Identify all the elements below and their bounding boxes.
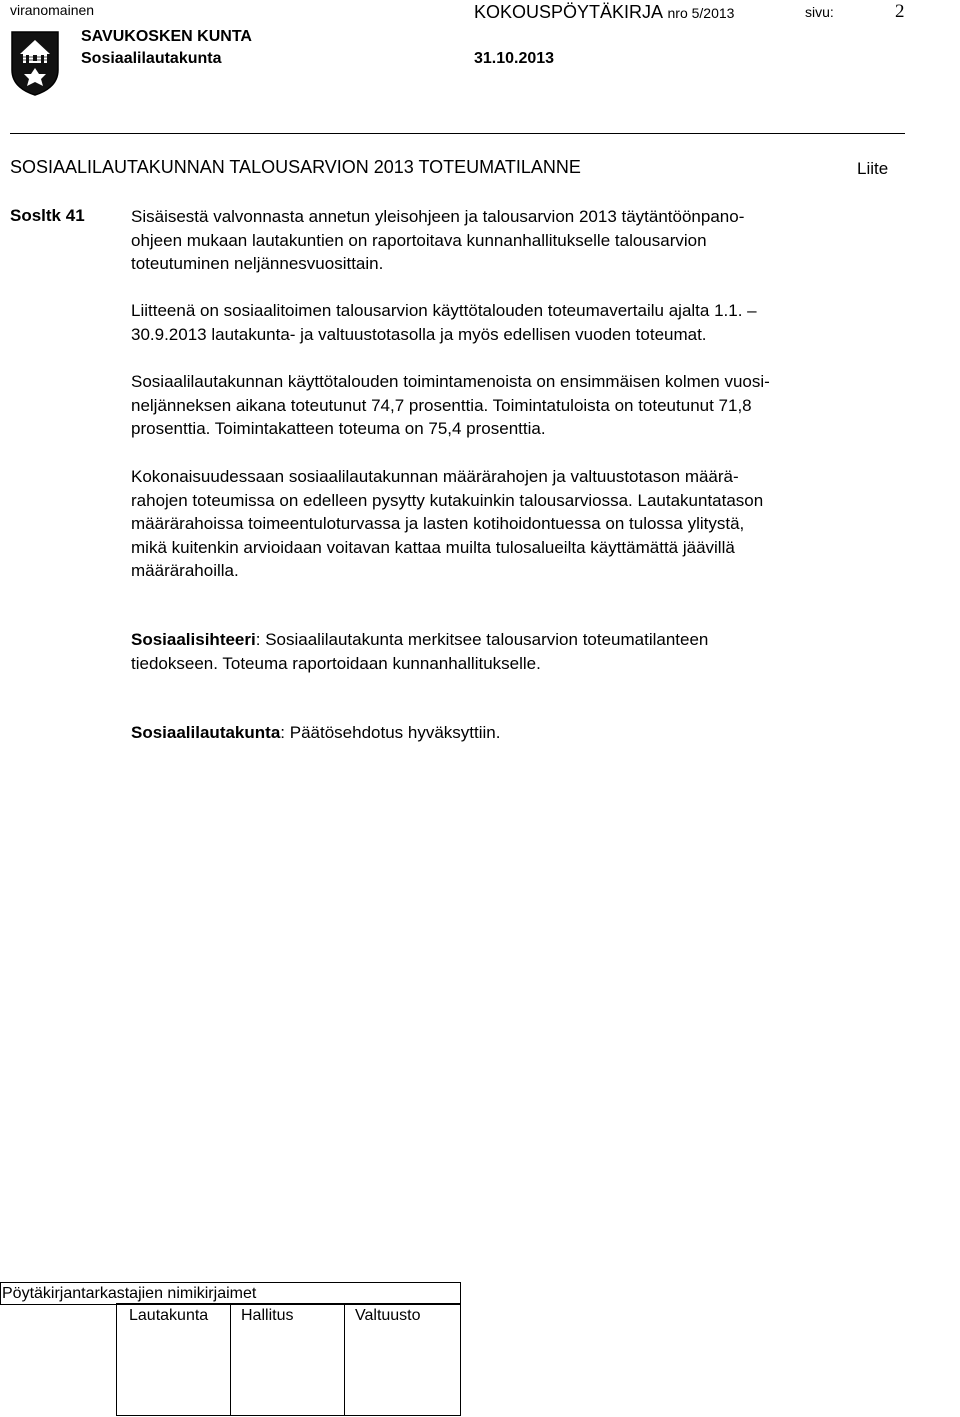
paragraph-line: Sisäisestä valvonnasta annetun yleisohjeen ja talousarvion 2013 täytäntöönpano- [131,207,745,226]
signature-column-label: Hallitus [241,1307,294,1324]
doc-type-label: viranomainen [10,2,95,18]
attachment-label: Liite [857,159,889,178]
proposal: Sosiaalisihteeri: Sosiaalilautakunta merkitsee talousarvion toteumatilanteen tiedokseen. Toteuma raportoidaan kunnanhallitukselle. [131,628,901,675]
organization-name: SAVUKOSKEN KUNTA [81,28,252,45]
paragraph-line: Liitteenä on sosiaalitoimen talousarvion käyttötalouden toteumavertailu ajalta 1.1. – [131,301,757,320]
signature-title: Pöytäkirjantarkastajien nimikirjaimet [2,1285,257,1302]
paragraph-3 [131,370,901,441]
meeting-date: 31.10.2013 [474,50,555,67]
decision-text: Päätösehdotus hyväksyttiin. [289,723,501,742]
paragraph-line: Kokonaisuudessaan sosiaalilautakunnan määrärahojen ja valtuustotason määrä- [131,467,739,486]
paragraph-line: toteutuminen neljännesvuosittain. [131,254,384,273]
paragraph-2 [131,299,901,346]
signature-title-box [0,1282,461,1305]
proposal-label: Sosiaalisihteeri [131,630,256,649]
paragraph-line: prosenttia. Toimintakatteen toteuma on 75,4 prosenttia. [131,419,546,438]
paragraph-line: 30.9.2013 lautakunta- ja valtuustotasolla ja myös edellisen vuoden toteumat. [131,324,707,344]
paragraph-line: mikä kuitenkin arvioidaan voitavan kattaa muilta tulosalueilta käyttämättä jäävillä [131,537,735,557]
paragraph-line: määrärahoilla. [131,561,239,580]
board-name: Sosiaalilautakunta [81,50,222,67]
protocol-number: nro 5/2013 [667,5,735,21]
decision: Sosiaalilautakunta: Päätösehdotus hyväksyttiin. [131,723,501,742]
paragraph-line: Sosiaalilautakunnan käyttötalouden toimintamenoista on ensimmäisen kolmen vuosi- [131,372,770,391]
doc-title: KOKOUSPÖYTÄKIRJA [474,2,664,22]
signature-box-lautakunta [116,1303,231,1416]
page-number: 2 [895,1,905,22]
decision-label: Sosiaalilautakunta [131,723,281,742]
signature-column-label: Valtuusto [355,1307,421,1324]
paragraph-4 [131,465,901,583]
signature-box-hallitus [230,1303,345,1416]
signature-box-valtuusto [344,1303,461,1416]
section-id: Sosltk 41 [10,206,85,225]
paragraph-line: rahojen toteumissa on edelleen pysytty kutakuinkin talousarviossa. Lautakuntatason [131,490,764,510]
proposal-text: Sosiaalilautakunta merkitsee talousarvion toteumatilanteen [265,630,709,649]
header-divider [10,133,905,134]
page-label: sivu: [805,4,834,20]
paragraph-line: määrärahoissa toimeentuloturvassa ja lasten kotihoidontuessa on tulossa ylitystä, [131,514,745,533]
municipal-coat-of-arms-logo [10,30,60,96]
doc-title-group [474,2,734,23]
signature-column-label: Lautakunta [129,1307,209,1324]
document-title: SOSIAALILAUTAKUNNAN TALOUSARVION 2013 TOTEUMATILANNE [10,157,581,177]
paragraph-line: ohjeen mukaan lautakuntien on raportoitava kunnanhallitukselle talousarvion [131,230,707,250]
proposal-text-line-2: tiedokseen. Toteuma raportoidaan kunnanhallitukselle. [131,653,541,673]
paragraph-1 [131,205,901,276]
paragraph-line: neljänneksen aikana toteutunut 74,7 prosenttia. Toimintatuloista on toteutunut 71,8 [131,395,752,415]
